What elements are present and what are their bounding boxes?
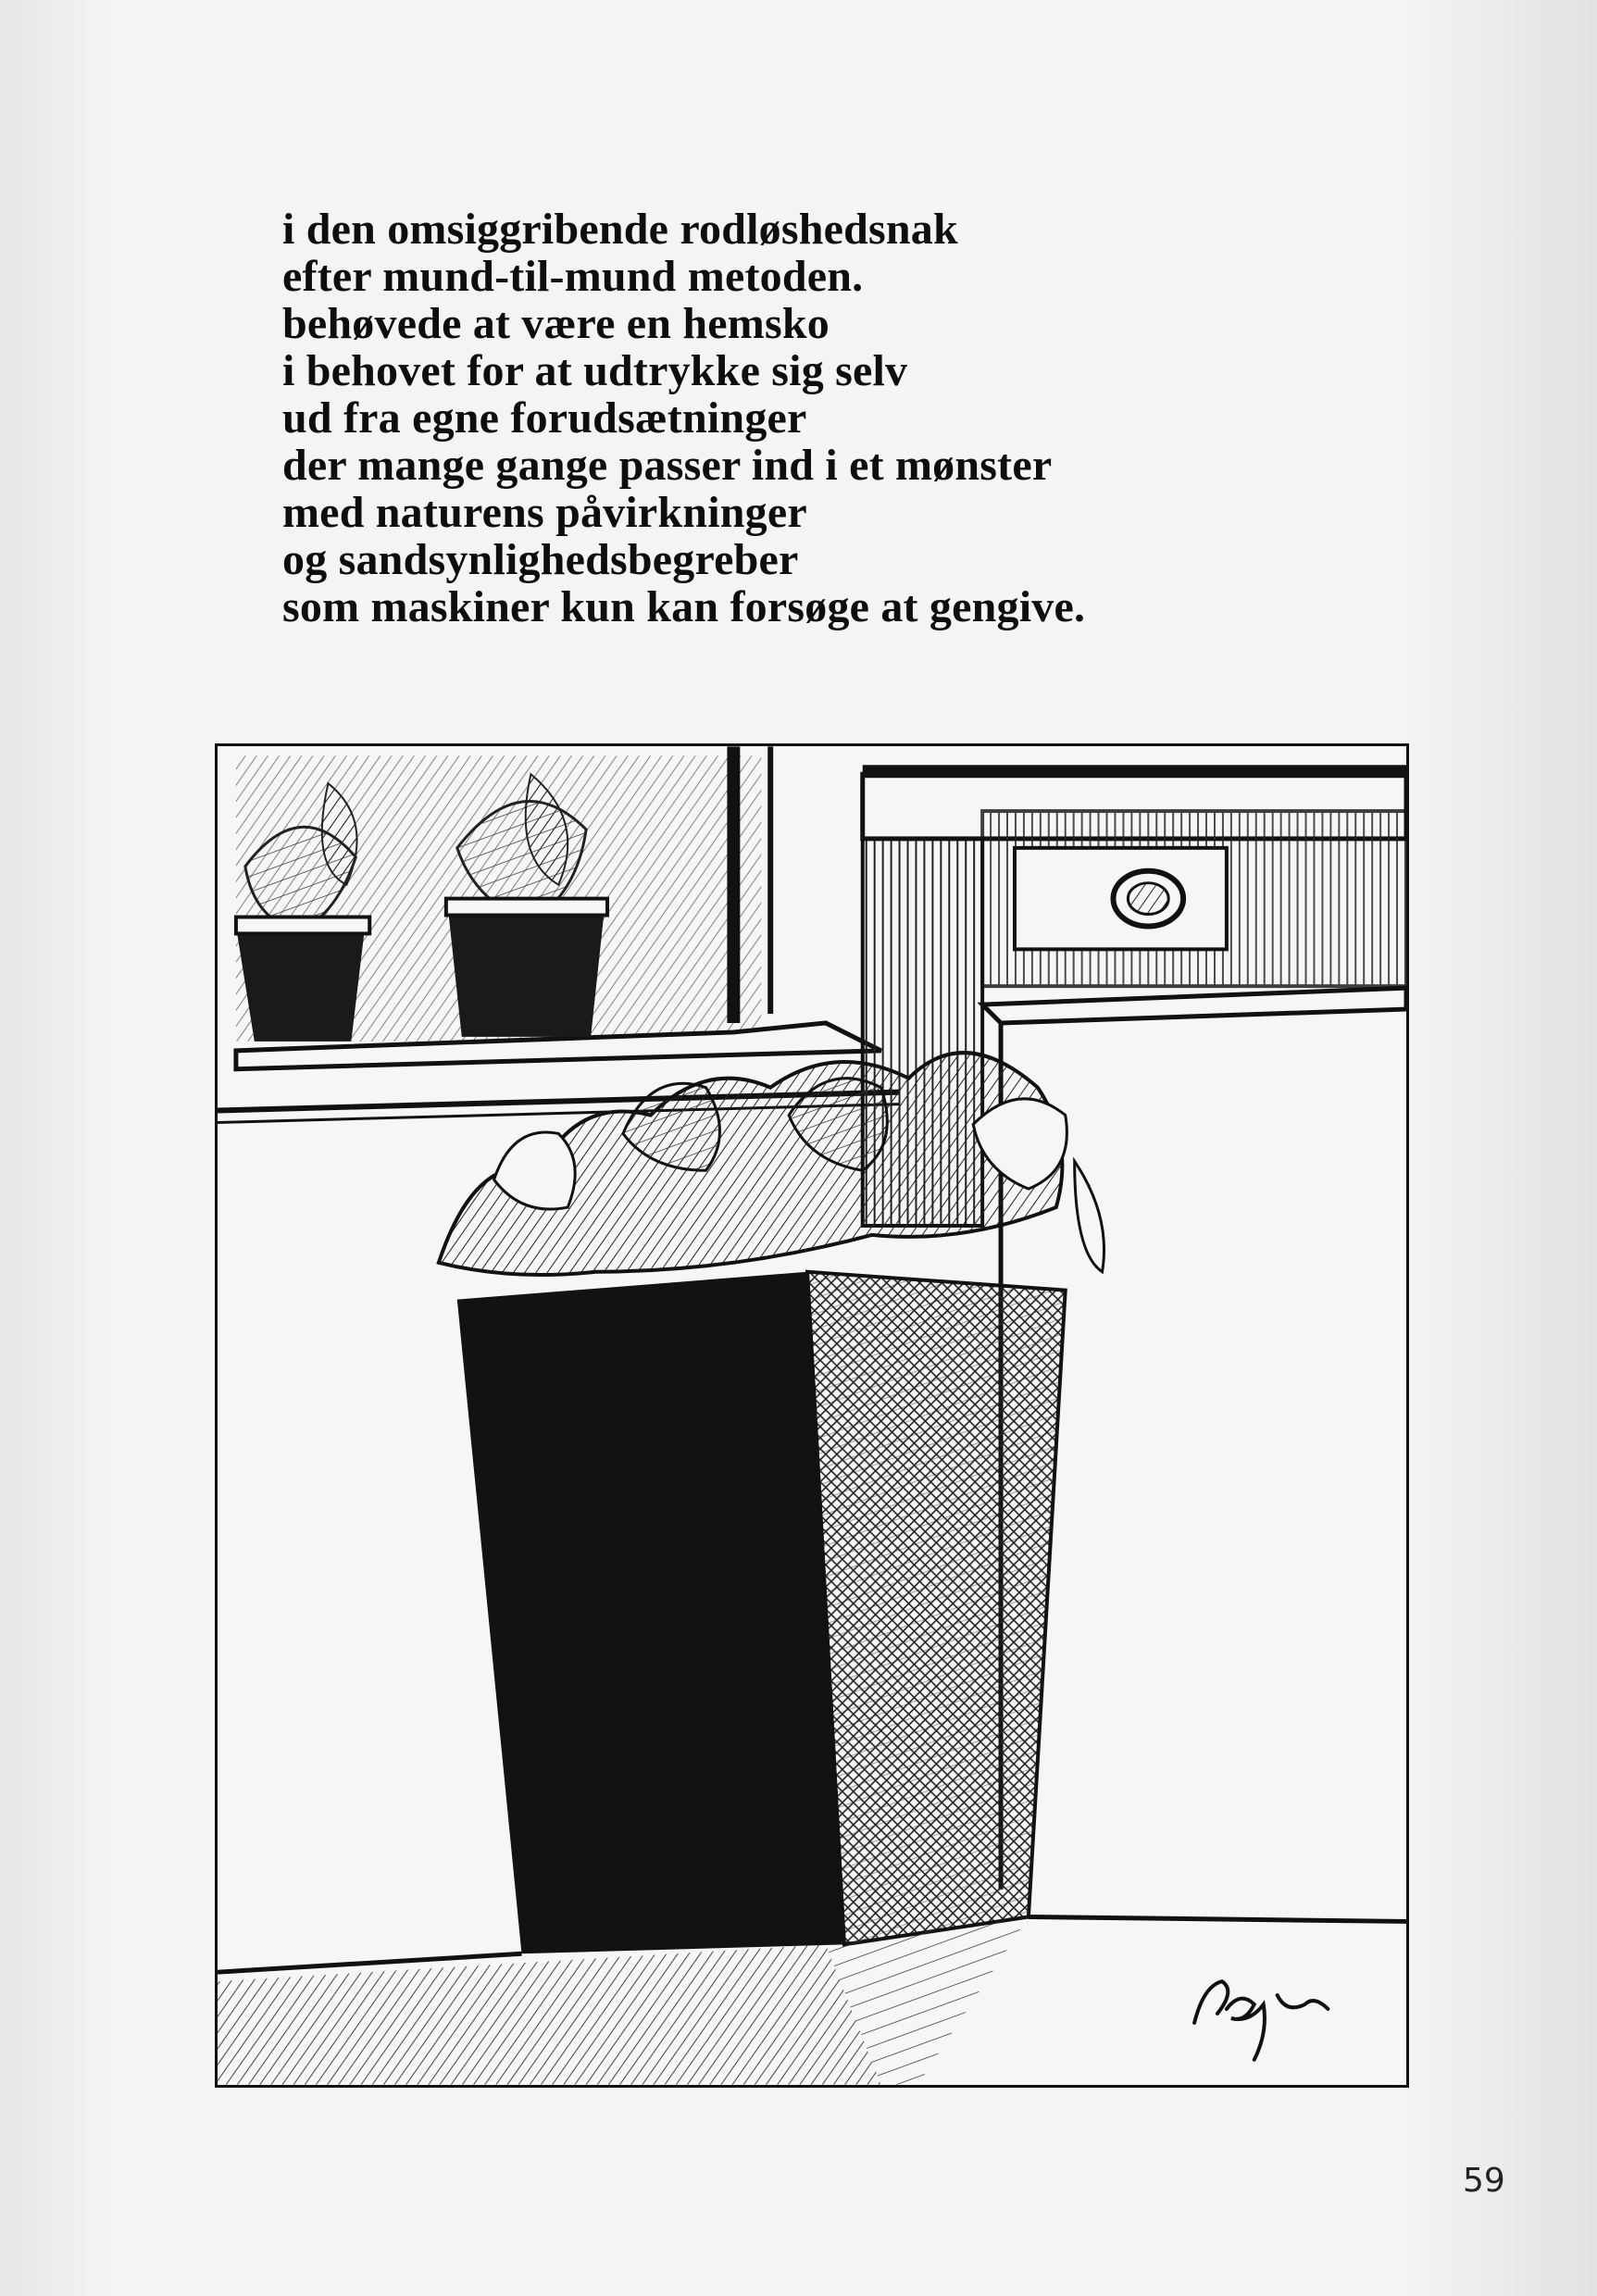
poem-text [282, 206, 1208, 630]
poem-line: behøvede at være en hemsko [282, 299, 830, 348]
ink-illustration [215, 743, 1409, 2088]
poem-line: der mange gange passer ind i et mønster [282, 441, 1053, 490]
poem-line: ud fra egne forudsætninger [282, 393, 807, 443]
poem-line: med naturens påvirkninger [282, 488, 807, 537]
illustration-drawing [218, 746, 1406, 2085]
wastebasket [457, 1272, 1066, 1954]
poem-line: i behovet for at udtrykke sig selv [282, 346, 908, 395]
page-number: 59 [1463, 2162, 1505, 2200]
artist-signature [1194, 1981, 1328, 2060]
poem-line: i den omsiggribende rodløshedsnak [282, 205, 958, 254]
poem-line: efter mund-til-mund metoden. [282, 252, 864, 301]
crumpled-paper-heap [439, 1053, 1104, 1275]
poem-line: og sandsynlighedsbegreber [282, 535, 799, 584]
poem-line: som maskiner kun kan forsøge at gengive. [282, 582, 1086, 631]
